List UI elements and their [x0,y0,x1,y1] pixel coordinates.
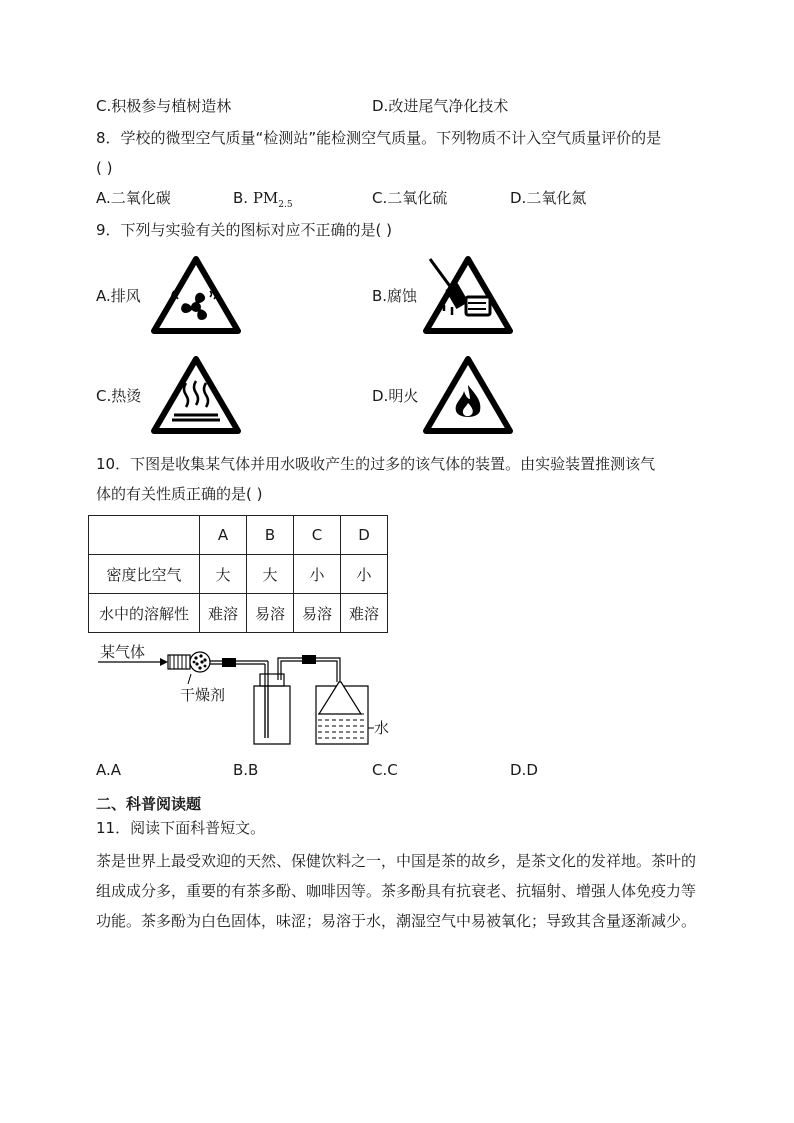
table-cell: 小 [341,555,388,594]
table-header-cell: A [200,516,247,555]
q9-stem: 9．下列与实验有关的图标对应不正确的是( ) [96,221,393,239]
q10-option-b: B.B [233,761,259,779]
q9-option-d: D.明火 [372,387,419,405]
table-cell: 小 [294,555,341,594]
q10-property-table [88,515,388,633]
q8-option-d: D.二氧化氮 [510,189,587,207]
table-header-row [89,516,388,555]
apparatus-label-gas: 某气体 [100,643,146,661]
table-cell: 大 [200,555,247,594]
apparatus-label-water: 水 [374,719,390,737]
table-cell: 难溶 [341,594,388,633]
q8-option-a: A.二氧化碳 [96,189,171,207]
table-header-cell: D [341,516,388,555]
q10-option-d: D.D [510,761,538,779]
q10-option-a: A.A [96,761,122,779]
table-cell: 易溶 [247,594,294,633]
q9-option-c: C.热烫 [96,387,142,405]
table-header-cell: C [294,516,341,555]
section-title: 二、科普阅读题 [96,795,202,813]
q10-stem-line1: 10．下图是收集某气体并用水吸收产生的过多的该气体的装置。由实验装置推测该气 [96,455,656,473]
q10-stem-line2: 体的有关性质正确的是( ) [96,485,263,503]
q8-option-b-main: PM [252,189,279,207]
corrosion-icon [422,255,514,335]
q7-option-c: C.积极参与植树造林 [96,97,232,115]
table-cell: 大 [247,555,294,594]
open-flame-icon [422,355,514,435]
q8-stem-line2: ( ) [96,159,113,177]
q8-option-b-prefix: B. [233,189,253,207]
table-row [89,594,388,633]
hot-surface-icon [150,355,242,435]
q8-option-b [233,188,293,215]
apparatus-label-desiccant: 干燥剂 [180,686,226,704]
q7-option-d: D.改进尾气净化技术 [372,97,509,115]
q11-passage: 茶是世界上最受欢迎的天然、保健饮料之一，中国是茶的故乡，是茶文化的发祥地。茶叶的组成成分多，重要的有茶多酚、咖啡因等。茶多酚具有抗衰老、抗辐射、增强人体免疫力等功能。茶多酚为白色固体，味涩；易溶于水，潮湿空气中易被氧化；导致其含量逐渐减少。 [96,852,697,930]
q10-option-c: C.C [372,761,398,779]
q9-option-a: A.排风 [96,287,141,305]
q11-stem: 11．阅读下面科普短文。 [96,819,266,837]
q9-option-b: B.腐蚀 [372,287,418,305]
table-cell: 水中的溶解性 [89,594,200,633]
table-header-cell: B [247,516,294,555]
exhaust-fan-icon [150,255,242,335]
table-cell: 密度比空气 [89,555,200,594]
q8-stem-line1: 8．学校的微型空气质量“检测站”能检测空气质量。下列物质不计入空气质量评价的是 [96,129,662,147]
table-header-cell [89,516,200,555]
q8-option-c: C.二氧化硫 [372,189,448,207]
table-cell: 难溶 [200,594,247,633]
q8-option-b-sub: 2.5 [278,200,293,210]
table-cell: 易溶 [294,594,341,633]
table-row [89,555,388,594]
